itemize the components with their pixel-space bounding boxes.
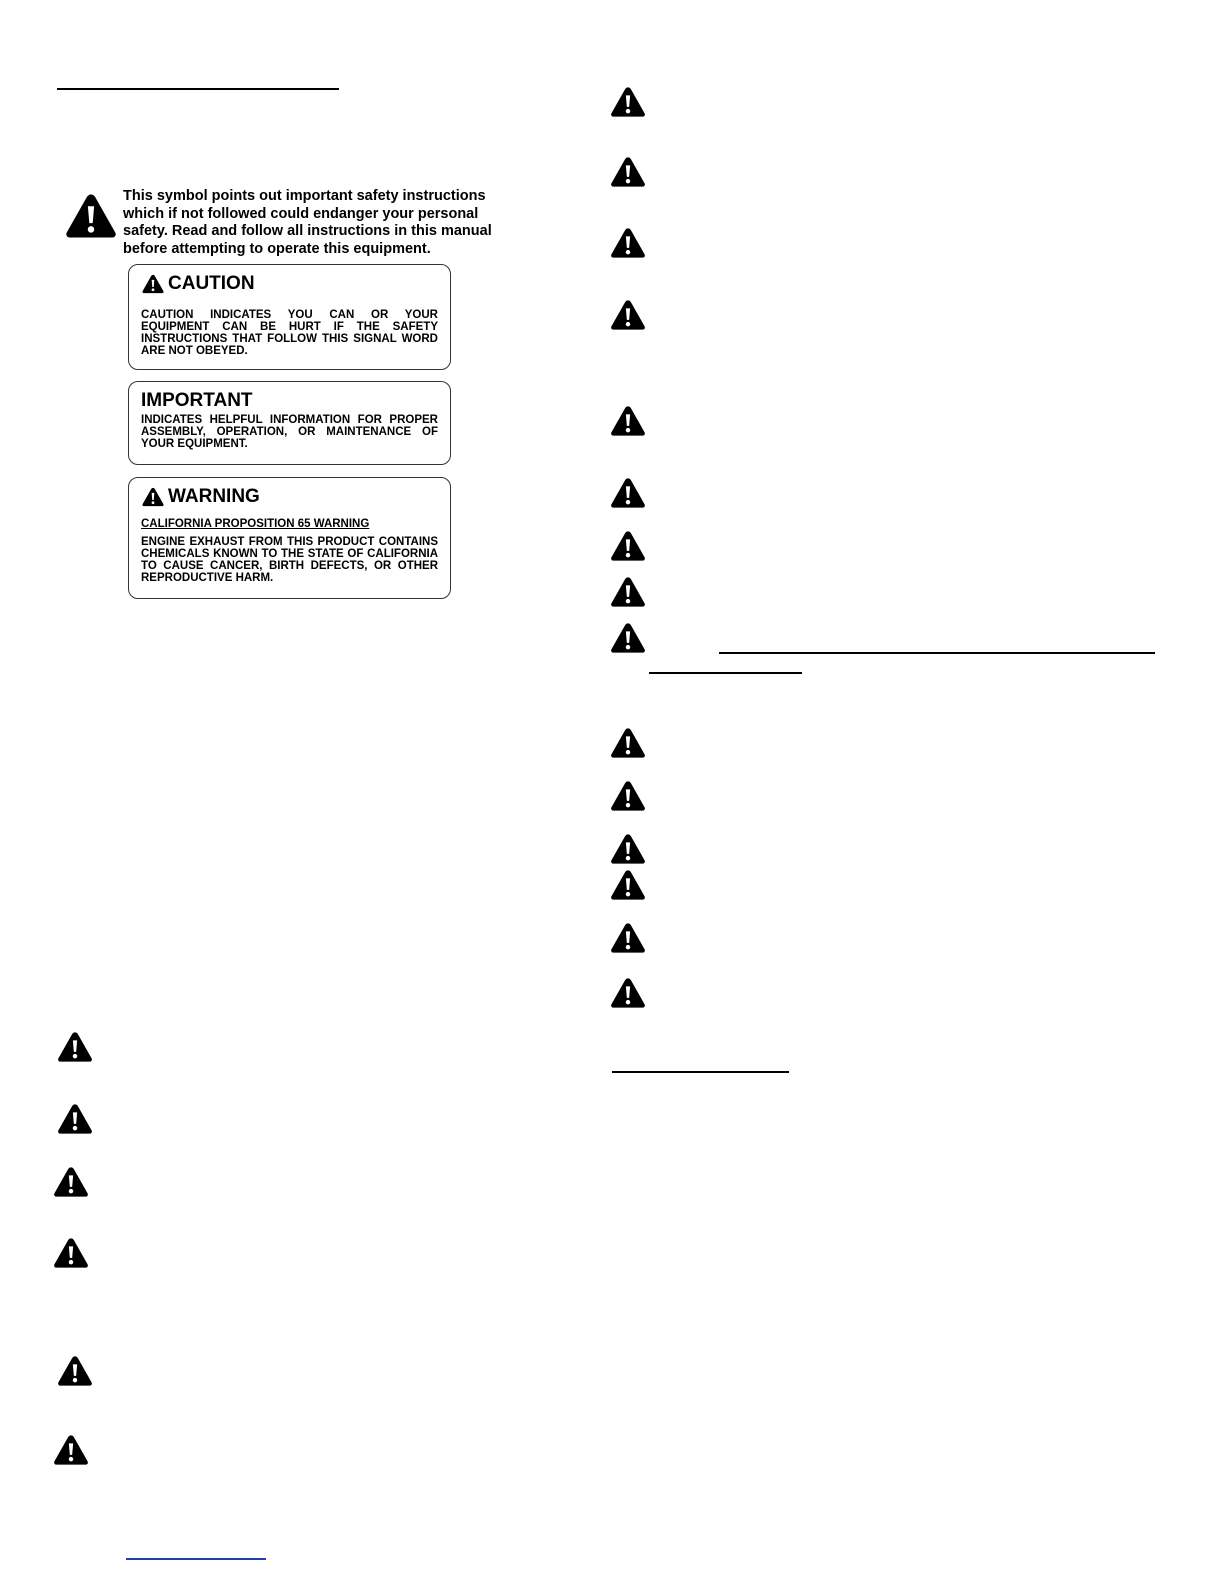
warning-icon <box>610 622 646 654</box>
warning-notice <box>128 477 451 599</box>
warning-body: ENGINE EXHAUST FROM THIS PRODUCT CONTAINS CHEMICALS KNOWN TO THE STATE OF CALIFORNIA TO CAUSE CANCER, BIRTH DEFECTS, OR OTHER REPRODUCTIVE HARM. <box>141 536 438 584</box>
warning-title: WARNING <box>168 486 260 507</box>
important-title: IMPORTANT <box>141 390 253 411</box>
warning-icon <box>57 1031 93 1063</box>
warning-icon <box>610 833 646 865</box>
link-underline[interactable] <box>126 1558 266 1560</box>
caution-title: CAUTION <box>168 273 255 294</box>
underline <box>649 672 802 674</box>
warning-icon <box>610 977 646 1009</box>
warning-icon <box>610 780 646 812</box>
warning-icon <box>610 530 646 562</box>
warning-icon <box>610 869 646 901</box>
warning-icon <box>610 727 646 759</box>
caution-body: CAUTION INDICATES YOU CAN OR YOUR EQUIPMENT CAN BE HURT IF THE SAFETY INSTRUCTIONS THAT FOLLOW THIS SIGNAL WORD ARE NOT OBEYED. <box>141 309 438 357</box>
warning-icon <box>610 576 646 608</box>
underline <box>719 652 1155 654</box>
caution-notice <box>128 264 451 370</box>
important-body: INDICATES HELPFUL INFORMATION FOR PROPER ASSEMBLY, OPERATION, OR MAINTENANCE OF YOUR EQUIPMENT. <box>141 414 438 450</box>
warning-icon <box>610 477 646 509</box>
safety-alert-icon <box>65 192 117 240</box>
section-underline <box>612 1071 789 1073</box>
caution-alert-icon <box>141 274 165 294</box>
warning-icon <box>610 405 646 437</box>
warning-icon <box>57 1355 93 1387</box>
warning-icon <box>53 1166 89 1198</box>
heading-underline <box>57 88 339 90</box>
warning-icon <box>53 1237 89 1269</box>
warning-icon <box>610 299 646 331</box>
warning-icon <box>610 86 646 118</box>
warning-icon <box>610 922 646 954</box>
warning-alert-icon <box>141 487 165 507</box>
warning-icon <box>610 227 646 259</box>
prop65-subtitle: CALIFORNIA PROPOSITION 65 WARNING <box>141 518 370 530</box>
warning-icon <box>53 1434 89 1466</box>
warning-icon <box>57 1103 93 1135</box>
important-notice <box>128 381 451 465</box>
warning-icon <box>610 156 646 188</box>
safety-symbol-description: This symbol points out important safety instructions which if not followed could endanger your personal safety. Read and follow all instructions in this manual before attempting to operate this equipment. <box>123 188 492 257</box>
